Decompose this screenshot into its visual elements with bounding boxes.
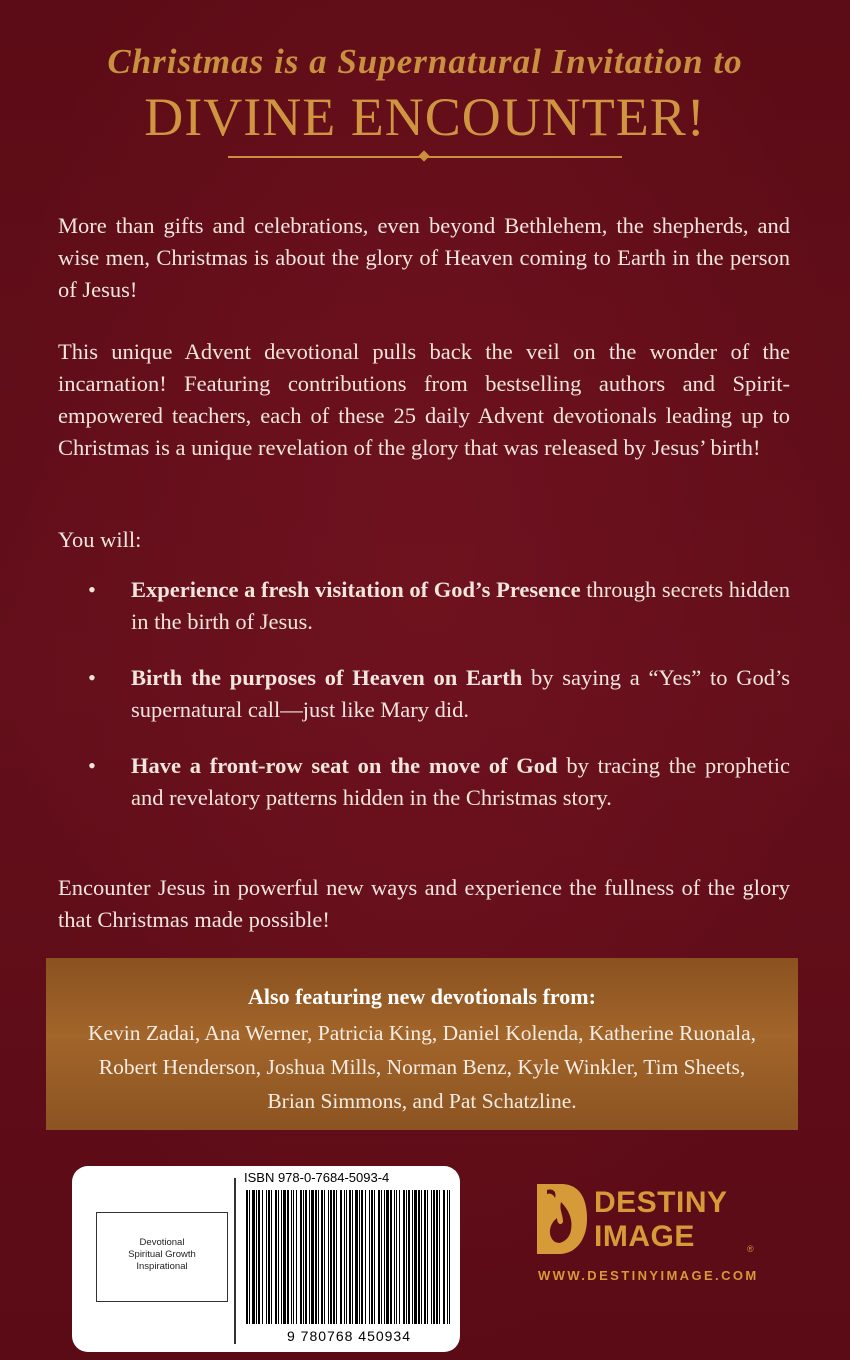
bullet-text: Have a front-row seat on the move of God by tracing the prophetic and revelatory patterns hidden in the Christmas story.	[131, 753, 790, 810]
bullet-text: Birth the purposes of Heaven on Earth by saying a “Yes” to God’s supernatural call—just like Mary did.	[131, 665, 790, 722]
publisher-name-line2: IMAGE	[594, 1220, 695, 1253]
headline: DIVINE ENCOUNTER!	[144, 87, 706, 147]
barcode-digits: 9 780768 450934	[287, 1328, 411, 1344]
closing-paragraph: Encounter Jesus in powerful new ways and experience the fullness of the glory that Christmas made possible!	[58, 875, 790, 932]
barcode-panel	[72, 1166, 460, 1352]
isbn-label: ISBN 978-0-7684-5093-4	[244, 1170, 390, 1185]
category-item: Inspirational	[136, 1261, 188, 1272]
intro-paragraph-1: More than gifts and celebrations, even beyond Bethlehem, the shepherds, and wise men, Christmas is about the glory of Heaven coming to Earth in the person of Jesus!	[58, 213, 790, 302]
publisher-name-line1: DESTINY	[594, 1186, 728, 1219]
also-featuring-title: Also featuring new devotionals from:	[248, 984, 596, 1009]
category-list	[97, 1237, 227, 1273]
panel-divider	[234, 1178, 236, 1344]
diamond-icon	[418, 150, 429, 161]
contributor-names: Kevin Zadai, Ana Werner, Patricia King, Daniel Kolenda, Katherine Ruonala, Robert Henderson, Joshua Mills, Norman Benz, Kyle Winkler, Tim Sheets, Brian Simmons, and Pat Schatzline.	[87, 1021, 757, 1113]
ornament-divider	[228, 152, 622, 162]
you-will-label: You will:	[58, 527, 142, 552]
barcode-icon	[244, 1190, 452, 1330]
tagline: Christmas is a Supernatural Invitation to	[107, 42, 743, 81]
bullet-icon: •	[88, 665, 96, 690]
registered-mark: ®	[747, 1244, 754, 1254]
bullet-icon: •	[88, 577, 96, 602]
intro-paragraph-2: This unique Advent devotional pulls back the veil on the wonder of the incarnation! Featuring contributions from bestselling authors and Spirit-empowered teachers, each of these 25 daily Advent devotionals leading up to Christmas is a unique revelation of the glory that was released by Jesus’ birth!	[58, 339, 790, 460]
publisher-url: WWW.DESTINYIMAGE.COM	[538, 1268, 759, 1283]
category-item: Devotional	[139, 1237, 185, 1248]
bullet-icon: •	[88, 753, 96, 778]
category-item: Spiritual Growth	[128, 1249, 196, 1260]
category-box	[96, 1212, 228, 1302]
bullet-text: Experience a fresh visitation of God’s Presence through secrets hidden in the birth of Jesus.	[131, 577, 790, 634]
flame-d-logo-icon	[533, 1180, 589, 1258]
also-featuring-box	[46, 958, 798, 1130]
